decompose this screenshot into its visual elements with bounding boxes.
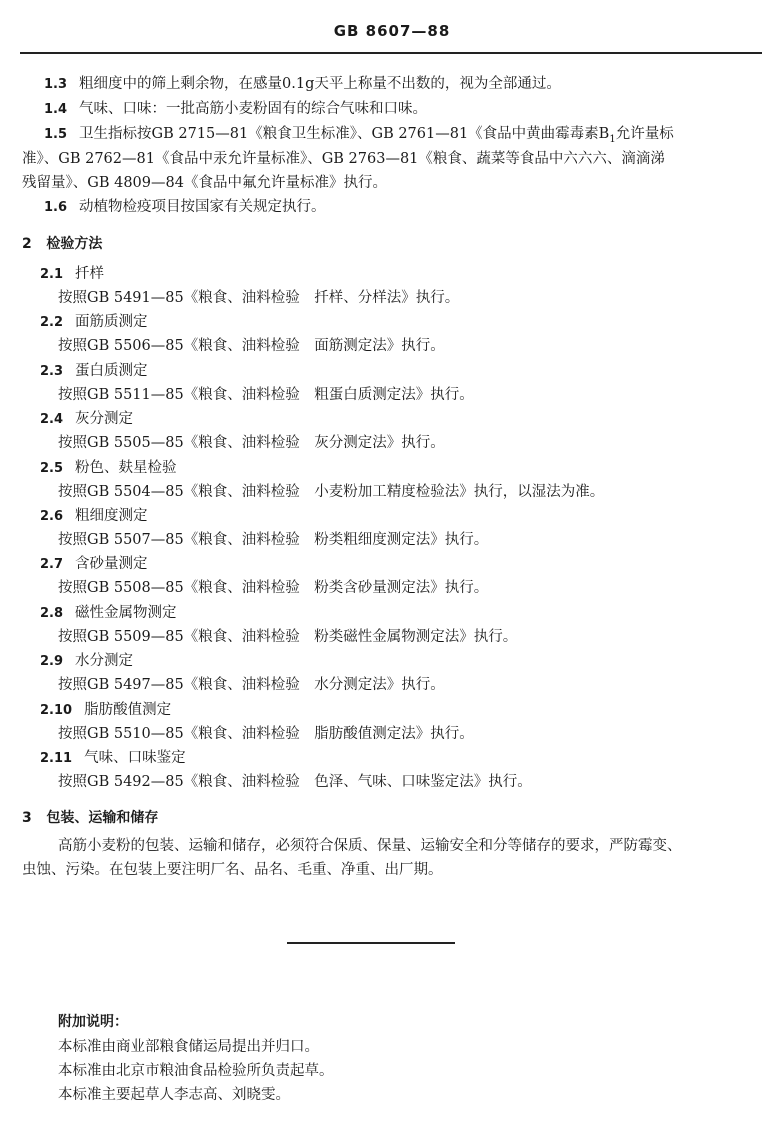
method-number: 2.10 (40, 703, 73, 718)
method-item-title (40, 363, 148, 380)
method-number: 2.9 (40, 654, 64, 669)
method-item-title (40, 460, 177, 477)
method-item-title (40, 750, 186, 767)
method-item-body: 按照GB 5507—85《粮食、油料检验 粉类粗细度测定法》执行。 (58, 532, 489, 548)
notes-line: 本标准主要起草人李志高、刘晓雯。 (58, 1087, 290, 1103)
clause-1-3 (44, 76, 561, 93)
method-item-title (40, 653, 133, 670)
method-item-body: 按照GB 5510—85《粮食、油料检验 脂肪酸值测定法》执行。 (58, 726, 474, 742)
method-item-title (40, 556, 148, 573)
method-item-body: 按照GB 5511—85《粮食、油料检验 粗蛋白质测定法》执行。 (58, 387, 474, 403)
notes-title: 附加说明： (58, 1014, 128, 1030)
clause-number: 1.5 (44, 127, 68, 142)
method-title: 灰分测定 (75, 411, 134, 427)
clause-text: 动植物检疫项目按国家有关规定执行。 (79, 199, 326, 215)
method-title: 粉色、麸星检验 (75, 460, 177, 476)
section-title: 包装、运输和储存 (46, 810, 159, 826)
clause-1-5 (44, 126, 674, 146)
method-number: 2.4 (40, 412, 64, 427)
method-number: 2.8 (40, 606, 64, 621)
method-item-title (40, 266, 104, 283)
section-number: 2 (22, 236, 32, 252)
clause-1-4 (44, 101, 427, 118)
method-item-title (40, 702, 171, 719)
method-title: 含砂量测定 (75, 556, 148, 572)
method-item-body: 按照GB 5505—85《粮食、油料检验 灰分测定法》执行。 (58, 435, 445, 451)
method-title: 蛋白质测定 (75, 363, 148, 379)
clause-number: 1.6 (44, 200, 68, 215)
method-number: 2.6 (40, 509, 64, 524)
method-number: 2.7 (40, 557, 64, 572)
method-item-body: 按照GB 5497—85《粮食、油料检验 水分测定法》执行。 (58, 677, 445, 693)
clause-1-5-line3: 残留量》、GB 4809—84《食品中氟允许量标准》执行。 (22, 175, 387, 191)
method-number: 2.3 (40, 364, 64, 379)
method-item-body: 按照GB 5491—85《粮食、油料检验 扦样、分样法》执行。 (58, 290, 460, 306)
clause-1-5-line2: 准》、GB 2762—81《食品中汞允许量标准》、GB 2763—81《粮食、蔬菜等食品中六六六、滴滴涕 (22, 151, 665, 167)
method-item-title (40, 314, 148, 331)
notes-line: 本标准由商业部粮食储运局提出并归口。 (58, 1039, 319, 1055)
section-title: 检验方法 (46, 236, 103, 252)
notes-line: 本标准由北京市粮油食品检验所负责起草。 (58, 1063, 334, 1079)
clause-text: 允许量标 (615, 126, 674, 142)
method-title: 扦样 (75, 266, 105, 282)
method-title: 磁性金属物测定 (75, 605, 177, 621)
section-3-paragraph-line1: 高筋小麦粉的包装、运输和储存，必须符合保质、保量、运输安全和分等储存的要求，严防霉变、 (58, 838, 682, 854)
method-item-body: 按照GB 5509—85《粮食、油料检验 粉类磁性金属物测定法》执行。 (58, 629, 518, 645)
section-2-heading (22, 236, 102, 253)
method-title: 气味、口味鉴定 (84, 750, 186, 766)
method-number: 2.1 (40, 267, 64, 282)
method-item-body: 按照GB 5506—85《粮食、油料检验 面筋测定法》执行。 (58, 338, 445, 354)
section-3-paragraph-line2: 虫蚀、污染。在包装上要注明厂名、品名、毛重、净重、出厂期。 (22, 862, 443, 878)
method-number: 2.2 (40, 315, 64, 330)
section-3-heading (22, 810, 158, 827)
clause-text: 气味、口味：一批高筋小麦粉固有的综合气味和口味。 (79, 101, 428, 117)
method-item-body: 按照GB 5504—85《粮食、油料检验 小麦粉加工精度检验法》执行，以湿法为准。 (58, 484, 605, 500)
clause-number: 1.4 (44, 102, 68, 117)
subscript: 1 (609, 133, 616, 145)
method-title: 脂肪酸值测定 (84, 702, 172, 718)
clause-number: 1.3 (44, 77, 68, 92)
method-item-title (40, 411, 133, 428)
page-header: GB 8607—88 (333, 22, 451, 40)
method-item-title (40, 508, 148, 525)
end-rule (287, 942, 455, 944)
method-item-title (40, 605, 177, 622)
clause-text: 粗细度中的筛上剩余物，在感量0.1g天平上称量不出数的，视为全部通过。 (79, 76, 561, 92)
method-number: 2.11 (40, 751, 73, 766)
method-title: 粗细度测定 (75, 508, 148, 524)
method-item-body: 按照GB 5508—85《粮食、油料检验 粉类含砂量测定法》执行。 (58, 580, 489, 596)
method-title: 水分测定 (75, 653, 134, 669)
clause-1-6 (44, 199, 326, 216)
method-number: 2.5 (40, 461, 64, 476)
clause-text: 卫生指标按GB 2715—81《粮食卫生标准》、GB 2761—81《食品中黄曲霉毒素B (79, 126, 610, 142)
method-title: 面筋质测定 (75, 314, 148, 330)
section-number: 3 (22, 810, 32, 826)
header-rule (20, 52, 762, 54)
method-item-body: 按照GB 5492—85《粮食、油料检验 色泽、气味、口味鉴定法》执行。 (58, 774, 532, 790)
